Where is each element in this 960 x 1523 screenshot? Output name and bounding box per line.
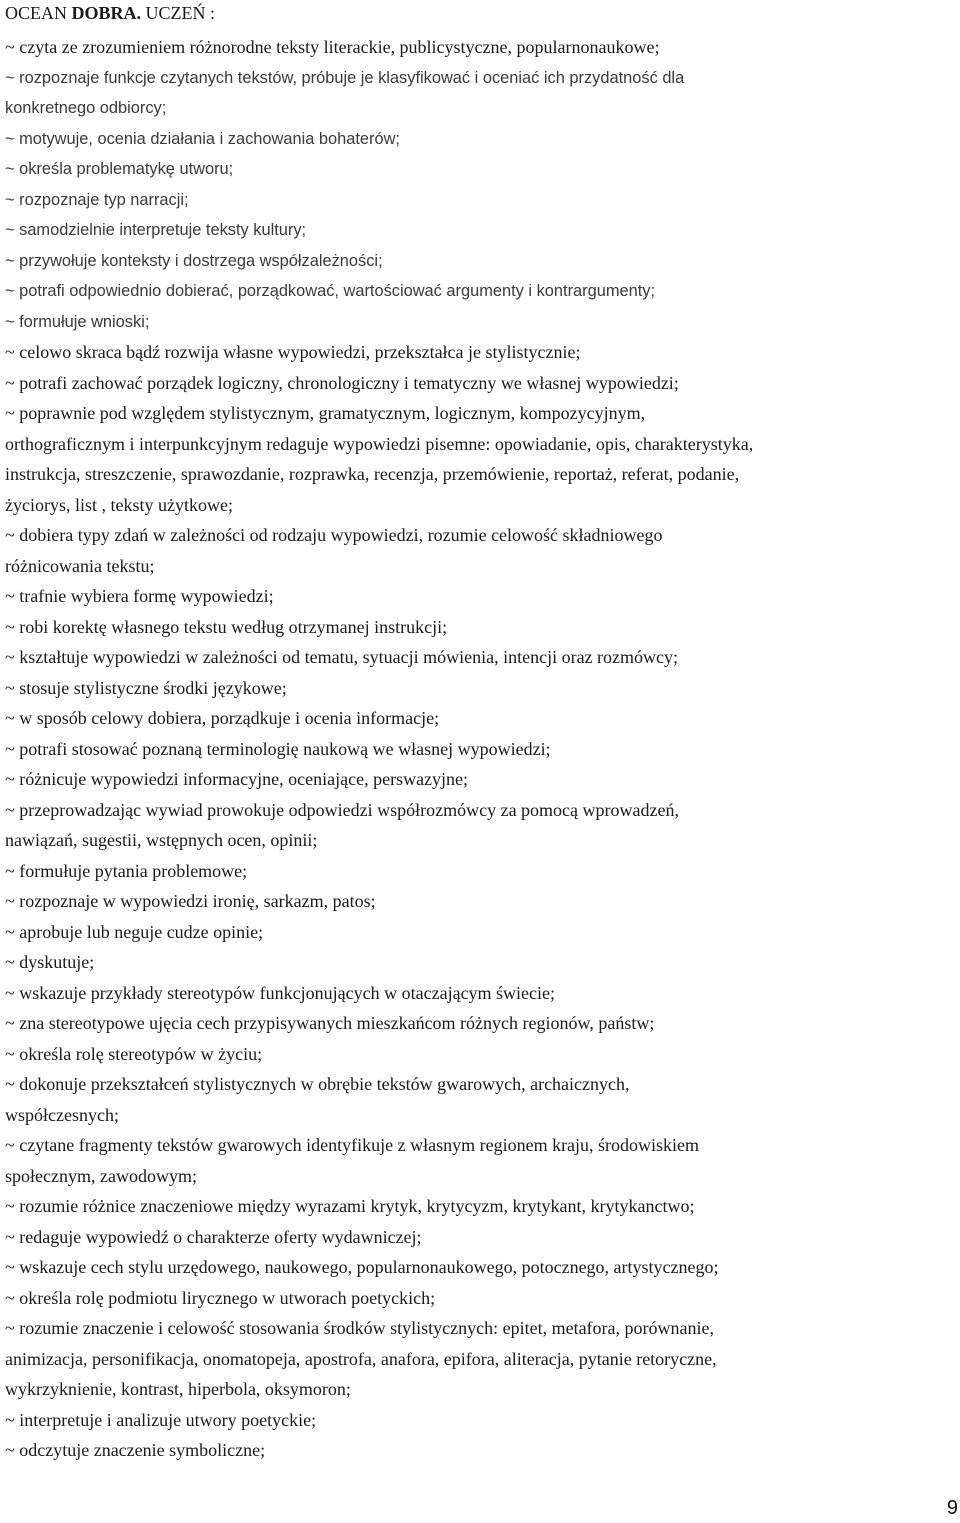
list-item: ~ rozumie różnice znaczeniowe między wyrazami krytyk, krytycyzm, krytykant, krytykanctwo; [5, 1196, 695, 1216]
page-number: 9 [946, 1497, 958, 1519]
list-item: ~ potrafi stosować poznaną terminologię naukową we własnej wypowiedzi; [5, 738, 551, 759]
list-item: ~ czyta ze zrozumieniem różnorodne teksty literackie, publicystyczne, popularnonaukowe; [5, 37, 660, 57]
document-page [5, 2, 955, 1466]
list-item: ~ określa problematykę utworu; [5, 160, 234, 178]
list-item: ~ rozpoznaje typ narracji; [5, 190, 189, 209]
list-item: ~ trafnie wybiera formę wypowiedzi; [5, 586, 274, 606]
list-item: ~ stosuje stylistyczne środki językowe; [5, 677, 287, 698]
list-item: ~ dyskutuje; [5, 952, 95, 972]
list-item: ~ odczytuje znaczenie symboliczne; [5, 1440, 266, 1460]
list-item: ~ rozpoznaje w wypowiedzi ironię, sarkazm, patos; [5, 891, 376, 911]
list-item: ~ interpretuje i analizuje utwory poetyckie; [5, 1409, 317, 1430]
list-item: ~ formułuje wnioski; [5, 312, 150, 331]
list-item: ~ poprawnie pod względem stylistycznym, gramatycznym, logicznym, kompozycyjnym, orthograficznym i interpunkcyjnym redaguje wypowiedzi pisemne: opowiadanie, opis, charakterystyka, instrukcja, streszczenie, sprawozdanie, rozprawka, recenzja, przemówienie, reportaż, referat, podanie, życiorys, list , teksty użytkowe; [5, 403, 754, 515]
list-item: ~ robi korektę własnego tekstu według otrzymanej instrukcji; [5, 616, 448, 637]
list-item: ~ wskazuje cech stylu urzędowego, naukowego, popularnonaukowego, potocznego, artystycznego; [5, 1257, 719, 1277]
list-item: ~ potrafi odpowiednio dobierać, porządkować, wartościować argumenty i kontrargumenty; [5, 282, 656, 300]
heading-prefix: OCEAN [5, 3, 72, 23]
list-item: ~ określa rolę stereotypów w życiu; [5, 1043, 263, 1064]
list-item: ~ redaguje wypowiedź o charakterze oferty wydawniczej; [5, 1226, 422, 1247]
list-item: ~ motywuje, ocenia działania i zachowania bohaterów; [5, 129, 400, 148]
list-item: ~ przywołuje konteksty i dostrzega współzależności; [5, 251, 383, 270]
list-item: ~ w sposób celowy dobiera, porządkuje i ocenia informacje; [5, 708, 440, 728]
list-item: ~ wskazuje przykłady stereotypów funkcjonujących w otaczającym świecie; [5, 982, 556, 1003]
heading-suffix: UCZEŃ : [141, 3, 216, 23]
list-item: ~ różnicuje wypowiedzi informacyjne, oceniające, perswazyjne; [5, 769, 469, 789]
list-item: ~ rozpoznaje funkcje czytanych tekstów, próbuje je klasyfikować i oceniać ich przydatność dla konkretnego odbiorcy; [5, 68, 685, 117]
list-item: ~ potrafi zachować porządek logiczny, chronologiczny i tematyczny we własnej wypowiedzi; [5, 372, 679, 393]
list-item: ~ zna stereotypowe ujęcia cech przypisywanych mieszkańcom różnych regionów, państw; [5, 1013, 655, 1033]
list-item: ~ czytane fragmenty tekstów gwarowych identyfikuje z własnym regionem kraju, środowiskiem społecznym, zawodowym; [5, 1135, 700, 1186]
heading-bold-label: DOBRA. [71, 3, 142, 23]
list-item: ~ samodzielnie interpretuje teksty kultury; [5, 221, 307, 239]
list-item: ~ dokonuje przekształceń stylistycznych w obrębie tekstów gwarowych, archaicznych, współczesnych; [5, 1074, 630, 1125]
list-item: ~ celowo skraca bądź rozwija własne wypowiedzi, przekształca je stylistycznie; [5, 342, 581, 362]
list-item: ~ przeprowadzając wywiad prowokuje odpowiedzi współrozmówcy za pomocą wprowadzeń, nawiązań, sugestii, wstępnych ocen, opinii; [5, 799, 679, 850]
list-item: ~ formułuje pytania problemowe; [5, 860, 248, 881]
skills-list [5, 32, 955, 1466]
list-item: ~ rozumie znaczenie i celowość stosowania środków stylistycznych: epitet, metafora, porównanie, animizacja, personifikacja, onomatopeja, apostrofa, anafora, epifora, aliteracja, pytanie retoryczne, wykrzyknienie, kontrast, hiperbola, oksymoron; [5, 1318, 717, 1399]
list-item: ~ kształtuje wypowiedzi w zależności od tematu, sytuacji mówienia, intencji oraz rozmówcy; [5, 647, 679, 667]
list-item: ~ aprobuje lub neguje cudze opinie; [5, 921, 264, 942]
list-item: ~ dobiera typy zdań w zależności od rodzaju wypowiedzi, rozumie celowość składniowego różnicowania tekstu; [5, 525, 663, 576]
section-heading [5, 2, 955, 24]
list-item: ~ określa rolę podmiotu lirycznego w utworach poetyckich; [5, 1287, 436, 1308]
